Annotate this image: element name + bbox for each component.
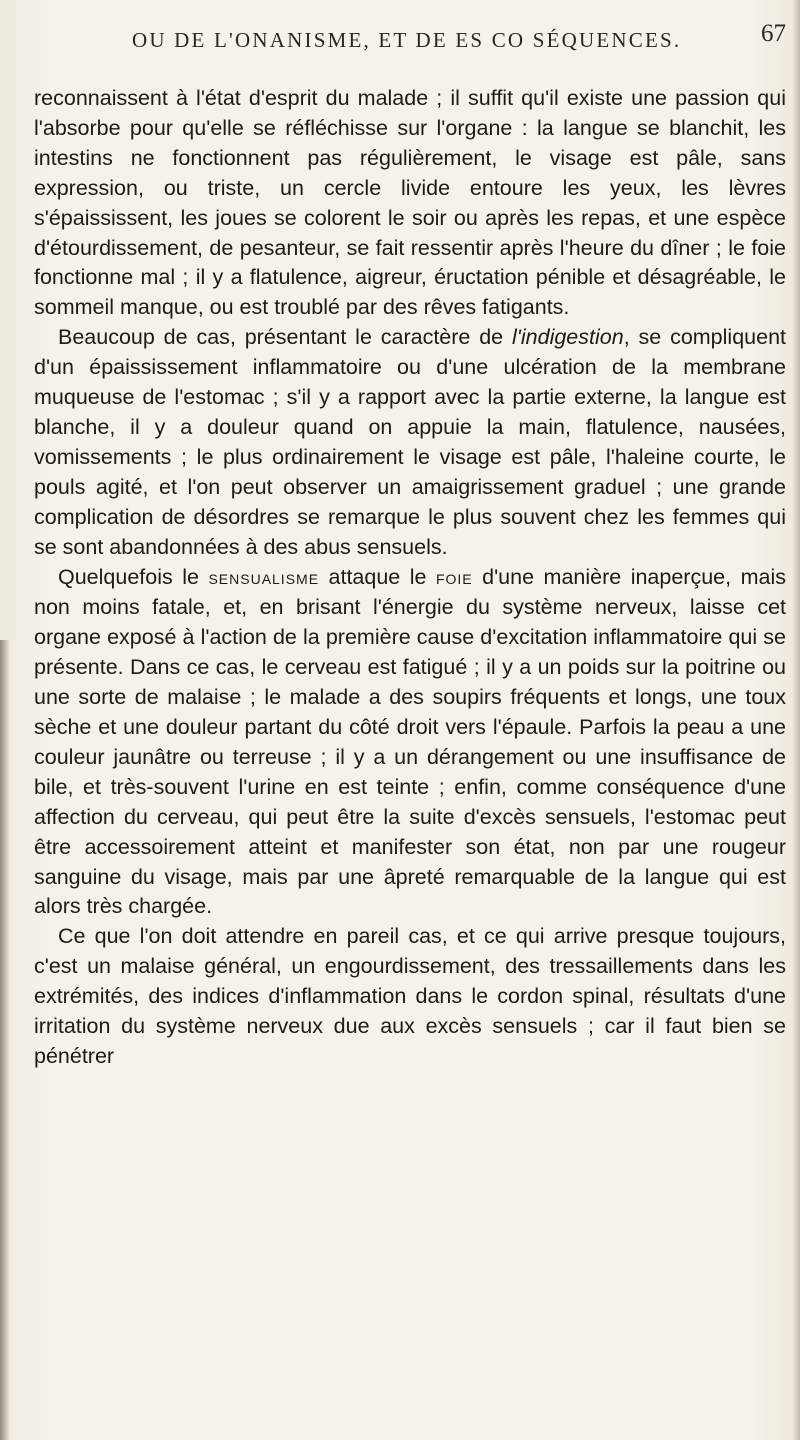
paragraph-text: d'une manière inaperçue, mais non moins fatale, et, en brisant l'énergie du système nerveux, laisse cet organe exposé à l'action de la première cause d'excitation inflammatoire qui se présente. Dans ce cas, le cerveau est fatigué ; il y a un poids sur la poitrine ou une sorte de malaise ; le malade a des soupirs fréquents et longs, une toux sèche et une douleur partant du côté droit vers l'épaule. Parfois la peau a une couleur jaunâtre ou terreuse ; il y a un dérangement ou une insuffisance de bile, et très-souvent l'urine en est teinte ; enfin, comme conséquence d'une affection du cerveau, qui peut être la suite d'excès sensuels, l'estomac peut être accessoirement atteint et manifester son état, non par une rougeur sanguine du visage, mais par une âpreté remarquable de la langue qui est alors très chargée. [34,564,786,919]
page-header [0,10,800,54]
paragraph-foie [34,563,786,923]
paragraph-continuation: reconnaissent à l'état d'esprit du malade ; il suffit qu'il existe une passion qui l'absorbe pour qu'elle se réfléchisse sur l'organe : la langue se blanchit, les intestins ne fonctionnent pas régulièrement, le visage est pâle, sans expression, ou triste, un cercle livide entoure les yeux, les lèvres s'épaississent, les joues se colorent le soir ou après les repas, et une espèce d'étourdissement, de pesanteur, se fait ressentir après l'heure du dîner ; le foie fonctionne mal ; il y a flatulence, aigreur, éructation pénible et désagréable, le sommeil manque, ou est troublé par des rêves fatigants. [34,86,786,320]
paragraph-text: Beaucoup de cas, présentant le caractère de [58,325,512,350]
paragraph-consequences: Ce que l'on doit attendre en pareil cas, et ce qui arrive presque toujours, c'est un malaise général, un engourdissement, des tressaillements dans les extrémités, des indices d'inflammation dans le cordon spinal, résultats d'une irritation du système nerveux due aux excès sensuels ; car il faut bien se pénétrer [34,924,786,1068]
italic-term: l'indigestion [512,325,624,350]
page-edge-shadow [792,0,800,1440]
small-caps-term: foie [435,566,473,589]
binding-shadow [0,640,10,1440]
paragraph-text: attaque le [319,564,436,589]
running-head: OU DE L'ONANISME, ET DE ES CO SÉQUENCES. [132,28,682,52]
body-text [34,84,786,1072]
paragraph-indigestion [34,323,786,562]
page-number: 67 [761,20,786,47]
paragraph-text: Quelquefois le [58,564,209,589]
paragraph-text: , se compliquent d'un épaississement inflammatoire ou d'une ulcération de la membrane muqueuse de l'estomac ; s'il y a rapport avec la partie externe, la langue est blanche, il y a douleur quand on appuie la main, flatulence, nausées, vomissements ; le plus ordinairement le visage est pâle, l'haleine courte, le pouls agité, et l'on peut observer un amaigrissement graduel ; une grande complication de désordres se remarque le plus souvent chez les femmes qui se sont abandonnées à des abus sensuels. [34,325,786,559]
small-caps-term: sensualisme [208,566,320,589]
